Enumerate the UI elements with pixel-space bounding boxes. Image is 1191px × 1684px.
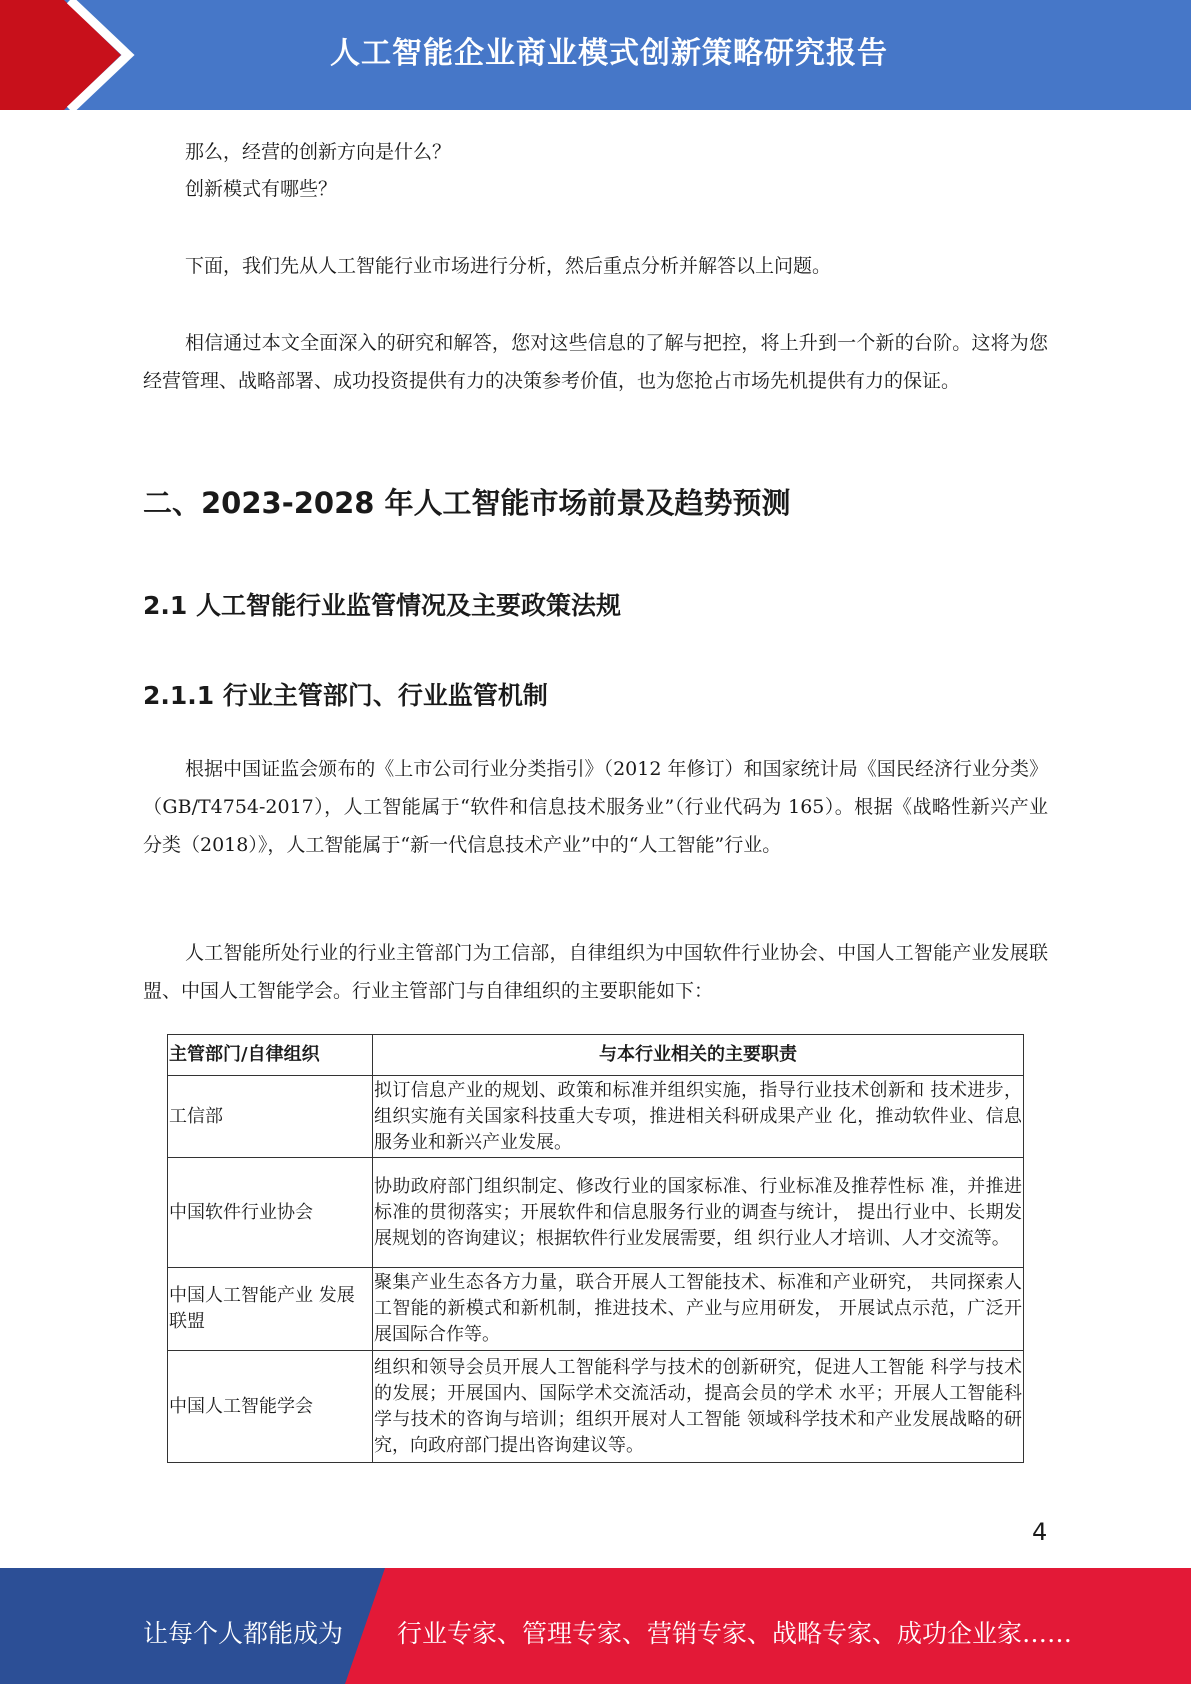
section-2-1-1-heading: 2.1.1 行业主管部门、行业监管机制 bbox=[143, 681, 548, 710]
table-cell-org: 中国软件行业协会 bbox=[168, 1158, 373, 1268]
section-2-1-heading: 2.1 人工智能行业监管情况及主要政策法规 bbox=[143, 591, 621, 620]
table-cell-org: 中国人工智能产业 发展联盟 bbox=[168, 1268, 373, 1351]
report-title: 人工智能企业商业模式创新策略研究报告 bbox=[330, 36, 888, 71]
table-row bbox=[168, 1158, 1024, 1268]
page-footer bbox=[0, 1568, 1191, 1684]
intro-question-2: 创新模式有哪些？ bbox=[185, 178, 338, 200]
section-2-heading: 二、2023-2028 年人工智能市场前景及趋势预测 bbox=[143, 486, 791, 520]
table-row bbox=[168, 1268, 1024, 1351]
table-cell-org: 工信部 bbox=[168, 1076, 373, 1158]
table-cell-duty: 拟订信息产业的规划、政策和标准并组织实施，指导行业技术创新和 技术进步，组织实施有关国家科技重大专项，推进相关科研成果产业 化，推动软件业、信息服务业和新兴产业发展。 bbox=[373, 1076, 1024, 1158]
header-arrow-graphic bbox=[0, 0, 160, 110]
table-row bbox=[168, 1351, 1024, 1463]
page-number: 4 bbox=[1032, 1518, 1048, 1546]
table-cell-duty: 组织和领导会员开展人工智能科学与技术的创新研究，促进人工智能 科学与技术的发展；开展国内、国际学术交流活动，提高会员的学术 水平；开展人工智能科学与技术的咨询与培训；组织开展对人工智能 领域科学技术和产业发展战略的研究，向政府部门提出咨询建议等。 bbox=[373, 1351, 1024, 1463]
regulation-paragraph-1: 根据中国证监会颁布的《上市公司行业分类指引》（2012 年修订）和国家统计局《国民经济行业分类》（GB/T4754-2017），人工智能属于“软件和信息技术服务业”（行业代码为 165）。根据《战略性新兴产业分类（2018）》，人工智能属于“新一代信息技术产业”中的“人工智能”行业。 bbox=[143, 758, 1048, 856]
intro-paragraph-1: 下面，我们先从人工智能行业市场进行分析，然后重点分析并解答以上问题。 bbox=[185, 255, 832, 277]
table-row bbox=[168, 1076, 1024, 1158]
table-header-duty: 与本行业相关的主要职责 bbox=[373, 1035, 1024, 1076]
footer-slogan-right: 行业专家、管理专家、营销专家、战略专家、成功企业家…… bbox=[397, 1619, 1073, 1648]
table-header-row bbox=[168, 1035, 1024, 1076]
page-header bbox=[0, 0, 1191, 110]
table-header-org: 主管部门/自律组织 bbox=[168, 1035, 373, 1076]
intro-question-1: 那么，经营的创新方向是什么？ bbox=[185, 141, 452, 163]
intro-paragraph-2: 相信通过本文全面深入的研究和解答，您对这些信息的了解与把控，将上升到一个新的台阶。这将为您经营管理、战略部署、成功投资提供有力的决策参考价值，也为您抢占市场先机提供有力的保证。 bbox=[143, 332, 1048, 392]
regulators-table bbox=[167, 1034, 1024, 1463]
table-cell-org: 中国人工智能学会 bbox=[168, 1351, 373, 1463]
table-cell-duty: 聚集产业生态各方力量，联合开展人工智能技术、标准和产业研究， 共同探索人工智能的新模式和新机制，推进技术、产业与应用研发， 开展试点示范，广泛开展国际合作等。 bbox=[373, 1268, 1024, 1351]
regulation-paragraph-2: 人工智能所处行业的行业主管部门为工信部，自律组织为中国软件行业协会、中国人工智能产业发展联盟、中国人工智能学会。行业主管部门与自律组织的主要职能如下： bbox=[143, 942, 1048, 1002]
footer-slogan-left: 让每个人都能成为 bbox=[143, 1619, 344, 1648]
table-cell-duty: 协助政府部门组织制定、修改行业的国家标准、行业标准及推荐性标 准，并推进标准的贯彻落实；开展软件和信息服务行业的调查与统计， 提出行业中、长期发展规划的咨询建议；根据软件行业发展需要，组 织行业人才培训、人才交流等。 bbox=[373, 1158, 1024, 1268]
